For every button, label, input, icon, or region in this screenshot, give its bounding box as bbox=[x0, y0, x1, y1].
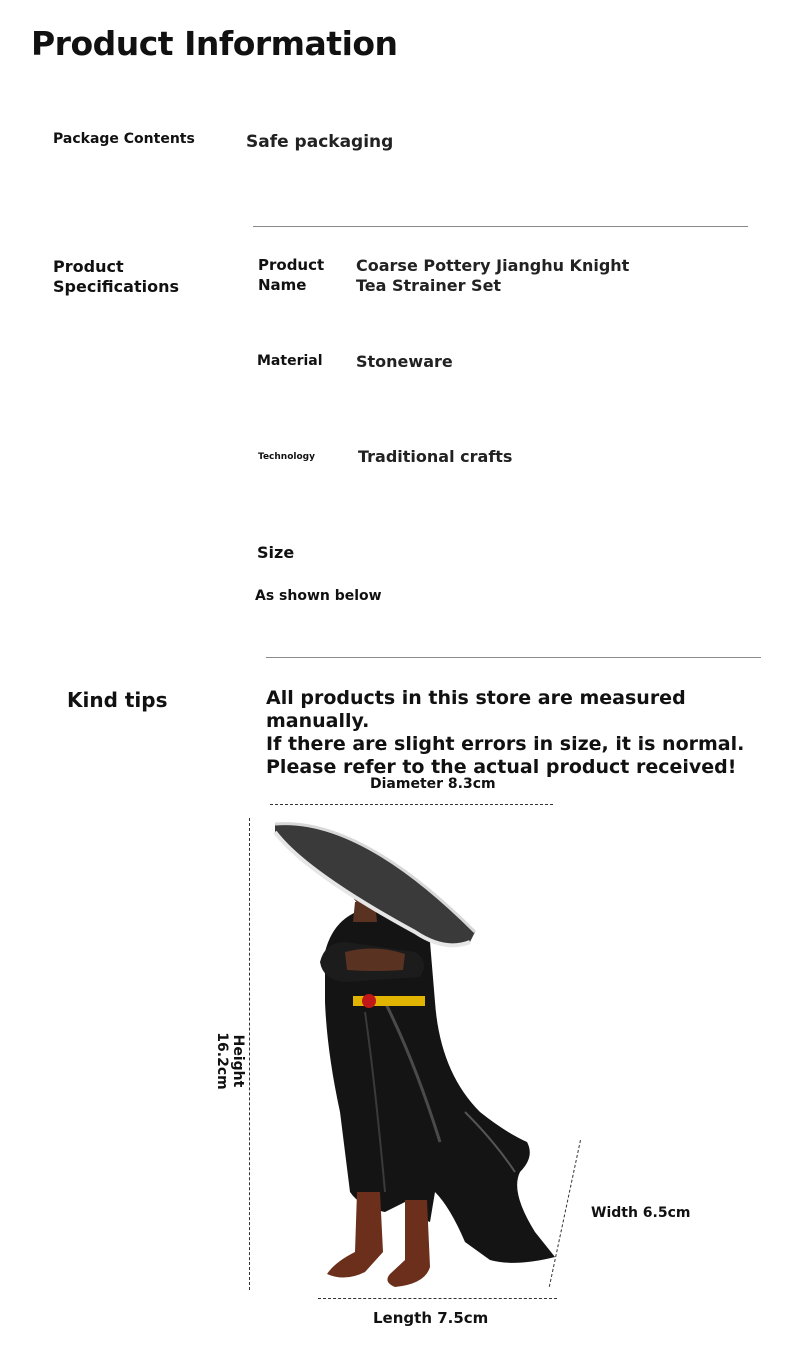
diameter-line bbox=[270, 804, 553, 805]
page-title: Product Information bbox=[31, 24, 398, 63]
kind-tips-label: Kind tips bbox=[67, 688, 168, 712]
left-boot-icon bbox=[327, 1192, 383, 1278]
kind-tips-line1: All products in this store are measured manually. bbox=[266, 687, 686, 732]
technology-label: Technology bbox=[258, 452, 315, 462]
specifications-label-line2: Specifications bbox=[53, 277, 179, 296]
kind-tips-text bbox=[266, 687, 790, 779]
right-boot-icon bbox=[387, 1200, 430, 1287]
material-value: Stoneware bbox=[356, 352, 453, 371]
specifications-label bbox=[53, 257, 179, 297]
specifications-label-line1: Product bbox=[53, 257, 124, 276]
package-contents-value: Safe packaging bbox=[246, 132, 394, 152]
height-line bbox=[249, 818, 250, 1290]
hands-icon bbox=[345, 948, 405, 971]
length-line bbox=[318, 1298, 557, 1299]
product-name-label-line1: Product bbox=[258, 256, 325, 274]
height-label: Height 16.2cm bbox=[214, 1032, 246, 1090]
kind-tips-line3: Please refer to the actual product received! bbox=[266, 756, 737, 778]
divider bbox=[253, 226, 748, 227]
product-name-value-line2: Tea Strainer Set bbox=[356, 276, 502, 295]
product-name-label-line2: Name bbox=[258, 276, 307, 294]
divider bbox=[266, 657, 761, 658]
technology-value: Traditional crafts bbox=[358, 447, 513, 466]
size-value: As shown below bbox=[255, 588, 382, 604]
length-label: Length 7.5cm bbox=[373, 1309, 489, 1327]
product-name-value-line1: Coarse Pottery Jianghu Knight bbox=[356, 256, 630, 275]
gem-icon bbox=[362, 994, 376, 1008]
width-label: Width 6.5cm bbox=[591, 1205, 691, 1221]
size-label: Size bbox=[257, 543, 295, 562]
product-name-label bbox=[258, 255, 324, 295]
diameter-label: Diameter 8.3cm bbox=[370, 776, 496, 792]
kind-tips-line2: If there are slight errors in size, it is normal. bbox=[266, 733, 745, 755]
product-name-value bbox=[356, 256, 629, 296]
package-contents-label: Package Contents bbox=[53, 131, 195, 147]
material-label: Material bbox=[257, 353, 323, 369]
knight-figurine-icon bbox=[265, 812, 565, 1292]
